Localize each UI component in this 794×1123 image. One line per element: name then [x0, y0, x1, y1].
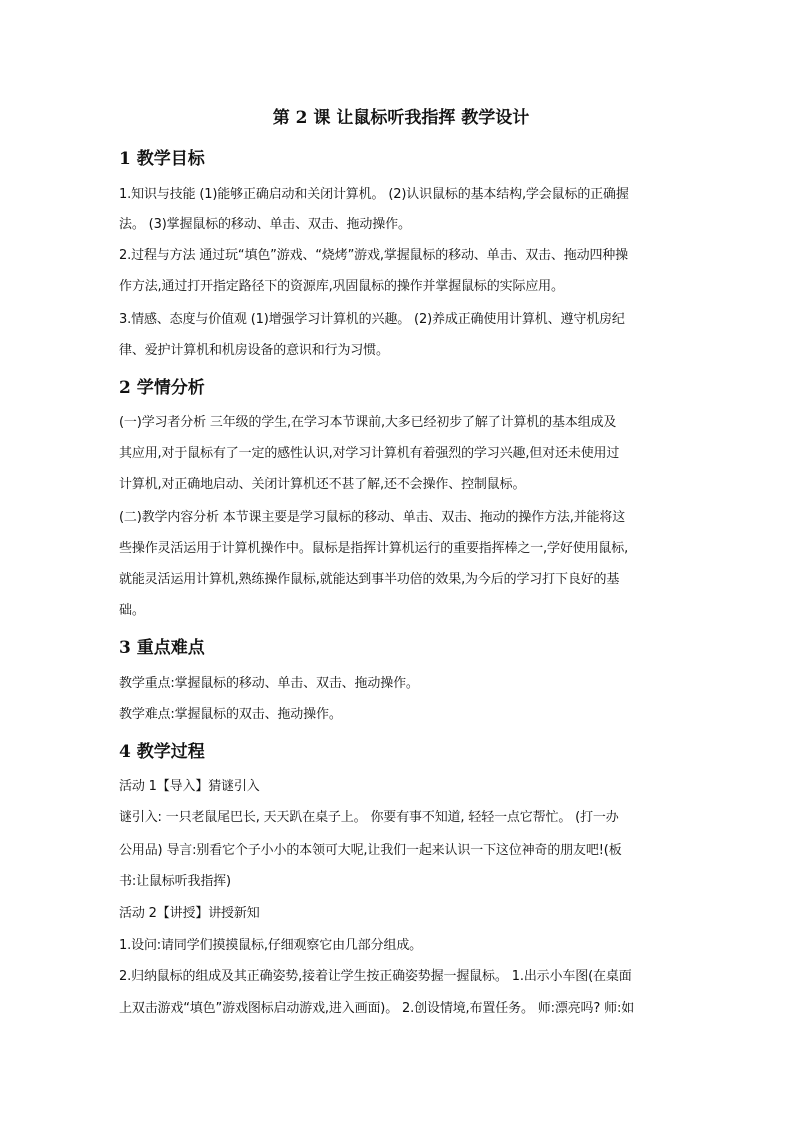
paragraph-line: 2.过程与方法 通过玩“填色”游戏、“烧烤”游戏,掌握鼠标的移动、单击、双击、拖动四种操	[119, 248, 629, 263]
paragraph-line: 础。	[119, 603, 145, 618]
paragraph-line: 2.归纳鼠标的组成及其正确姿势,接着让学生按正确姿势握一握鼠标。 1.出示小车图(在桌面	[119, 969, 632, 984]
paragraph-line: 其应用,对于鼠标有了一定的感性认识,对学习计算机有着强烈的学习兴趣,但对还未使用过	[119, 446, 620, 461]
paragraph-line: 教学重点:掌握鼠标的移动、单击、双击、拖动操作。	[119, 676, 419, 691]
paragraph-line: 书:让鼠标听我指挥)	[119, 874, 231, 889]
paragraph-line: 教学难点:掌握鼠标的双击、拖动操作。	[119, 707, 342, 722]
paragraph-line: 公用品) 导言:别看它个子小小的本领可大呢,让我们一起来认识一下这位神奇的朋友吧!(板	[119, 843, 622, 858]
paragraph-line: 法。 (3)掌握鼠标的移动、单击、双击、拖动操作。	[119, 217, 411, 232]
document-title: 第 2 课 让鼠标听我指挥 教学设计	[272, 108, 530, 128]
paragraph-line: 谜引入: 一只老鼠尾巴长, 天天趴在桌子上。 你要有事不知道, 轻轻一点它帮忙。 (打一办	[119, 810, 619, 825]
section-heading-teaching-process: 4 教学过程	[119, 742, 205, 762]
paragraph-line: 1.设问:请同学们摸摸鼠标,仔细观察它由几部分组成。	[119, 938, 423, 953]
paragraph-line: (一)学习者分析 三年级的学生,在学习本节课前,大多已经初步了解了计算机的基本组成及	[119, 415, 617, 430]
paragraph-line: 计算机,对正确地启动、关闭计算机还不甚了解,还不会操作、控制鼠标。	[119, 477, 526, 492]
paragraph-line: 作方法,通过打开指定路径下的资源库,巩固鼠标的操作并掌握鼠标的实际应用。	[119, 279, 564, 294]
paragraph-line: (二)教学内容分析 本节课主要是学习鼠标的移动、单击、双击、拖动的操作方法,并能将这	[119, 510, 626, 525]
section-heading-key-points: 3 重点难点	[119, 638, 205, 658]
paragraph-line: 些操作灵活运用于计算机操作中。鼠标是指挥计算机运行的重要指挥棒之一,学好使用鼠标,	[119, 541, 629, 556]
paragraph-line: 上双击游戏“填色”游戏图标启动游戏,进入画面)。 2.创设情境,布置任务。 师:漂亮吗? 师:如	[119, 1001, 635, 1016]
paragraph-line: 3.情感、态度与价值观 (1)增强学习计算机的兴趣。 (2)养成正确使用计算机、遵守机房纪	[119, 312, 625, 327]
paragraph-line: 1.知识与技能 (1)能够正确启动和关闭计算机。 (2)认识鼠标的基本结构,学会鼠标的正确握	[119, 187, 629, 202]
section-heading-learner-analysis: 2 学情分析	[119, 378, 205, 398]
paragraph-line: 就能灵活运用计算机,熟练操作鼠标,就能达到事半功倍的效果,为今后的学习打下良好的基	[119, 572, 620, 587]
section-heading-teaching-objectives: 1 教学目标	[119, 149, 205, 169]
paragraph-line: 律、爱护计算机和机房设备的意识和行为习惯。	[119, 343, 389, 358]
activity-title: 活动 2【讲授】讲授新知	[119, 906, 260, 921]
activity-title: 活动 1【导入】猜谜引入	[119, 779, 260, 794]
